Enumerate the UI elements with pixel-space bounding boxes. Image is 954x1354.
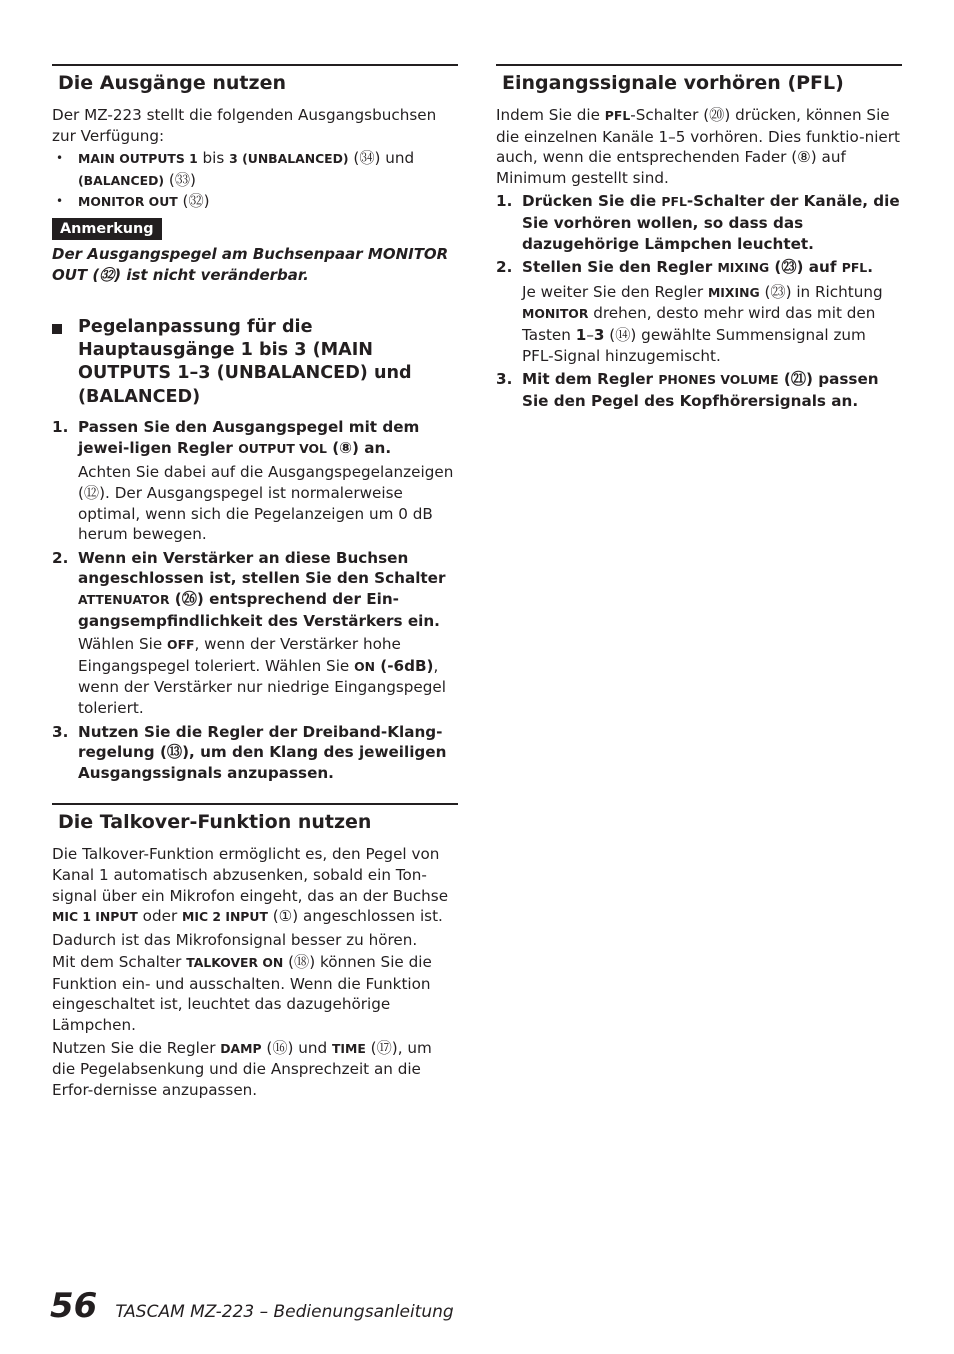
right-column <box>496 64 902 414</box>
level-steps <box>52 417 458 783</box>
step-item: 1. Drücken Sie die PFL-Schalter der Kanäle, die Sie vorhören wollen, so dass das dazugehörige Lämpchen leuchtet. <box>496 192 900 253</box>
note-label: Anmerkung <box>52 218 162 240</box>
outputs-intro: Der MZ-223 stellt die folgenden Ausgangsbuchsen zur Verfügung: <box>52 106 437 145</box>
talkover-p1: Die Talkover-Funktion ermöglicht es, den Pegel von Kanal 1 automatisch abzusenken, sobald ein Ton-signal über ein Mikrofon eingeht, das an der Buchse MIC 1 INPUT oder MIC 2 INPUT (①) angeschlossen ist. <box>52 845 449 926</box>
footer-title: TASCAM MZ-223 – Bedienungsanleitung <box>115 1302 454 1322</box>
outputs-heading: Die Ausgänge nutzen <box>52 64 458 96</box>
list-item: • MAIN OUTPUTS 1 bis 3 (UNBALANCED) (㉞) und (BALANCED) (㉝) <box>52 148 458 191</box>
talkover-p2: Dadurch ist das Mikrofonsignal besser zu hören. <box>52 930 418 949</box>
talkover-p4: Nutzen Sie die Regler DAMP (⑯) und TIME (⑰), um die Pegelabsenkung und die Ansprechzeit an die Erfor-dernisse anzupassen. <box>52 1038 432 1099</box>
outputs-list <box>52 148 458 212</box>
square-bullet-icon <box>52 324 62 334</box>
pfl-steps <box>496 191 902 411</box>
step-item: 2. Wenn ein Verstärker an diese Buchsen angeschlossen ist, stellen Sie den Schalter ATTENUATOR (㉖) entsprechend der Ein-gangsempfindlichkeit des Verstärkers ein. Wählen Sie OFF, wenn der Verstärker hohe Eingangspegel toleriert. Wählen Sie ON (-6dB), wenn der Verstärker nur niedrige Eingangspegel toleriert. <box>52 548 446 717</box>
left-column <box>52 64 458 1100</box>
level-heading: Pegelanpassung für die Hauptausgänge 1 bis 3 (MAIN OUTPUTS 1–3 (UNBALANCED) und (BALANCED) <box>52 316 458 410</box>
talkover-heading: Die Talkover-Funktion nutzen <box>52 803 458 835</box>
step-item: 2. Stellen Sie den Regler MIXING (㉓) auf PFL. Je weiter Sie den Regler MIXING (㉓) in Richtung MONITOR drehen, desto mehr wird das mit den Tasten 1–3 (⑭) gewählte Summensignal zum PFL-Signal hinzugemischt. <box>496 258 883 365</box>
page-number: 56 <box>50 1286 98 1326</box>
step-item: 3. Nutzen Sie die Regler der Dreiband-Klang-regelung (⑬), um den Klang des jeweiligen Ausgangssignals anzupassen. <box>52 722 447 782</box>
step-item: 3. Mit dem Regler PHONES VOLUME (㉑) passen Sie den Pegel des Kopfhörersignals an. <box>496 370 879 410</box>
talkover-p3: Mit dem Schalter TALKOVER ON (⑱) können Sie die Funktion ein- und ausschalten. Wenn die Funktion eingeschaltet ist, leuchtet das dazugehörige Lämpchen. <box>52 953 432 1035</box>
pfl-heading: Eingangssignale vorhören (PFL) <box>496 64 902 96</box>
page-footer <box>50 1286 454 1326</box>
step-item: 1. Passen Sie den Ausgangspegel mit dem jewei-ligen Regler OUTPUT VOL (⑧) an. Achten Sie dabei auf die Ausgangspegelanzeigen (⑫). Der Ausgangspegel ist normalerweise optimal, wenn sich die Pegelanzeigen um 0 dB herum bewegen. <box>52 418 454 544</box>
list-item: • MONITOR OUT (㉜) <box>52 191 458 212</box>
note-text: Der Ausgangspegel am Buchsenpaar MONITOR OUT (㉜) ist nicht veränderbar. <box>52 245 449 284</box>
pfl-intro: Indem Sie die PFL-Schalter (⑳) drücken, können Sie die einzelnen Kanäle 1–5 vorhören. Dies funktio-niert auch, wenn die entsprechenden Fader (⑧) auf Minimum gestellt sind. <box>496 106 900 187</box>
